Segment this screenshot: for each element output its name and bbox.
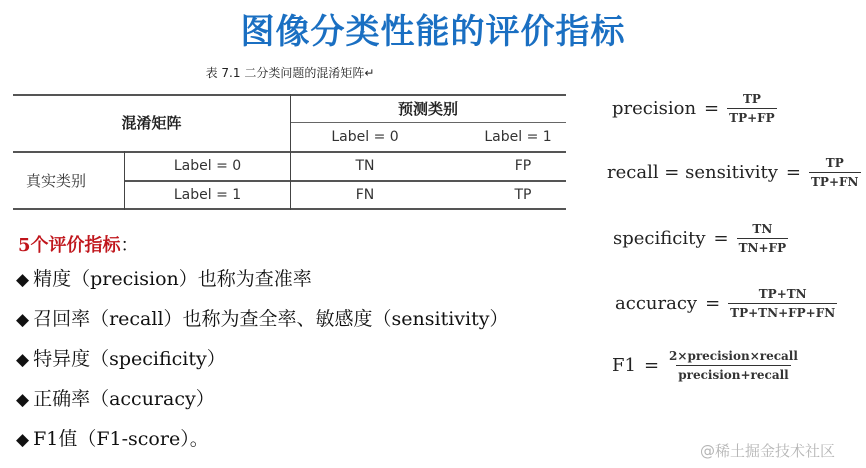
denominator: TP+FP — [727, 108, 777, 125]
formula-recall — [607, 156, 861, 189]
denominator: precision+recall — [676, 365, 790, 382]
actual-label-1: Label = 1 — [173, 187, 242, 203]
predicted-header: 预测类别 — [397, 99, 458, 118]
numerator: TP — [825, 156, 844, 170]
list-item-text: 特异度（specificity） — [33, 348, 226, 370]
metrics-heading — [18, 231, 139, 257]
fraction — [667, 349, 800, 382]
confusion-matrix-table — [13, 94, 566, 210]
fraction — [809, 156, 861, 189]
list-item-text: 精度（precision）也称为查准率 — [33, 268, 312, 290]
cell-fp: FP — [514, 158, 532, 174]
actual-header: 真实类别 — [25, 172, 86, 190]
denominator: TP+TN+FP+FN — [728, 303, 837, 320]
metrics-heading-colon: ： — [120, 235, 139, 256]
formula-lhs: specificity — [613, 228, 706, 249]
actual-label-0: Label = 0 — [173, 158, 242, 174]
list-item — [16, 384, 215, 411]
watermark: @稀土掘金技术社区 — [700, 442, 836, 460]
list-item — [16, 344, 226, 371]
diamond-bullet-icon: ◆ — [16, 310, 30, 330]
equals-sign: = — [643, 355, 660, 376]
cell-tn: TN — [355, 158, 375, 174]
numerator: TP+TN — [758, 287, 807, 301]
table-caption: 表 7.1 二分类问题的混淆矩阵↵ — [205, 66, 375, 80]
list-item-text: 召回率（recall）也称为查全率、敏感度（sensitivity） — [33, 308, 509, 330]
diamond-bullet-icon: ◆ — [16, 270, 30, 290]
numerator: TP — [742, 92, 761, 106]
equals-sign: = — [705, 293, 721, 314]
formula-accuracy — [615, 287, 837, 320]
denominator: TP+FN — [809, 172, 861, 189]
fraction — [737, 222, 789, 255]
numerator: TN — [752, 222, 773, 236]
fraction — [728, 287, 837, 320]
diamond-bullet-icon: ◆ — [16, 350, 30, 370]
formula-lhs: recall = sensitivity — [607, 162, 778, 183]
corner-label: 混淆矩阵 — [121, 114, 182, 132]
cell-fn: FN — [355, 187, 375, 203]
predicted-label-0: Label = 0 — [331, 129, 399, 145]
fraction — [727, 92, 777, 125]
denominator: TN+FP — [737, 238, 789, 255]
list-item — [16, 304, 508, 331]
equals-sign: = — [713, 228, 729, 249]
diamond-bullet-icon: ◆ — [16, 390, 30, 410]
equals-sign: = — [704, 98, 720, 119]
numerator: 2×precision×recall — [669, 349, 798, 363]
page-title: 图像分类性能的评价指标 — [240, 12, 626, 52]
list-item — [16, 264, 312, 291]
predicted-label-1: Label = 1 — [484, 129, 552, 145]
list-item-text: F1值（F1-score）。 — [33, 428, 209, 450]
metrics-heading-text: 5个评价指标 — [18, 235, 121, 256]
equals-sign: = — [785, 162, 801, 183]
formula-lhs: accuracy — [615, 293, 698, 314]
list-item — [16, 424, 209, 451]
formula-specificity — [613, 222, 788, 255]
formula-precision — [612, 92, 777, 125]
formula-f1 — [612, 349, 800, 382]
formula-lhs: F1 — [612, 355, 636, 376]
diamond-bullet-icon: ◆ — [16, 430, 30, 450]
list-item-text: 正确率（accuracy） — [33, 388, 215, 410]
cell-tp: TP — [514, 187, 532, 203]
formula-lhs: precision — [612, 98, 697, 119]
